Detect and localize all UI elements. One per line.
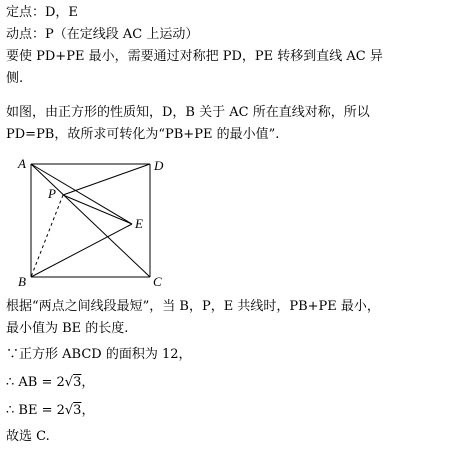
ab-equation-prefix: ∴ AB = 2 (6, 375, 65, 390)
be-radicand: 3 (73, 403, 82, 418)
text-line-2: 动点：P（在定线段 AC 上运动） (6, 27, 199, 42)
text-line-12: 故选 C. (6, 429, 50, 444)
sqrt-sign: √ (64, 375, 74, 390)
ab-radicand: 3 (73, 375, 82, 390)
text-line-7: 根据“两点之间线段最短”，当 B，P，E 共线时，PB+PE 最小， (6, 299, 380, 314)
text-line-5: 如图，由正方形的性质知，D，B 关于 AC 所在直线对称，所以 (6, 105, 370, 120)
text-line-6: PD=PB，故所求可转化为“PB+PE 的最小值”. (6, 127, 280, 142)
label-a: A (18, 156, 26, 171)
text-line-1: 定点：D，E (6, 5, 78, 20)
text-line-4: 侧. (6, 71, 24, 86)
label-d: D (154, 158, 164, 173)
text-line-8: 最小值为 BE 的长度. (6, 321, 129, 336)
be-equation-suffix: ， (81, 403, 95, 418)
label-c: C (153, 274, 162, 289)
be-equation-prefix: ∴ BE = 2 (6, 403, 65, 418)
label-b: B (18, 274, 26, 289)
text-line-10 (6, 374, 94, 392)
label-p: P (48, 186, 56, 201)
segment-ae (31, 164, 132, 224)
sqrt-sign: √ (64, 403, 74, 418)
label-e: E (135, 216, 143, 231)
diagonal-ac (31, 164, 150, 277)
segment-pb-dashed (31, 195, 63, 277)
segment-pe (63, 195, 132, 224)
segment-pd (63, 164, 150, 195)
square-geometry-figure (0, 152, 200, 292)
text-line-11 (6, 402, 94, 420)
text-line-9: ∵正方形 ABCD 的面积为 12， (6, 347, 192, 362)
segment-be (31, 224, 132, 277)
text-line-3: 要使 PD+PE 最小，需要通过对称把 PD，PE 转移到直线 AC 异 (6, 49, 383, 64)
ab-equation-suffix: ， (81, 375, 95, 390)
